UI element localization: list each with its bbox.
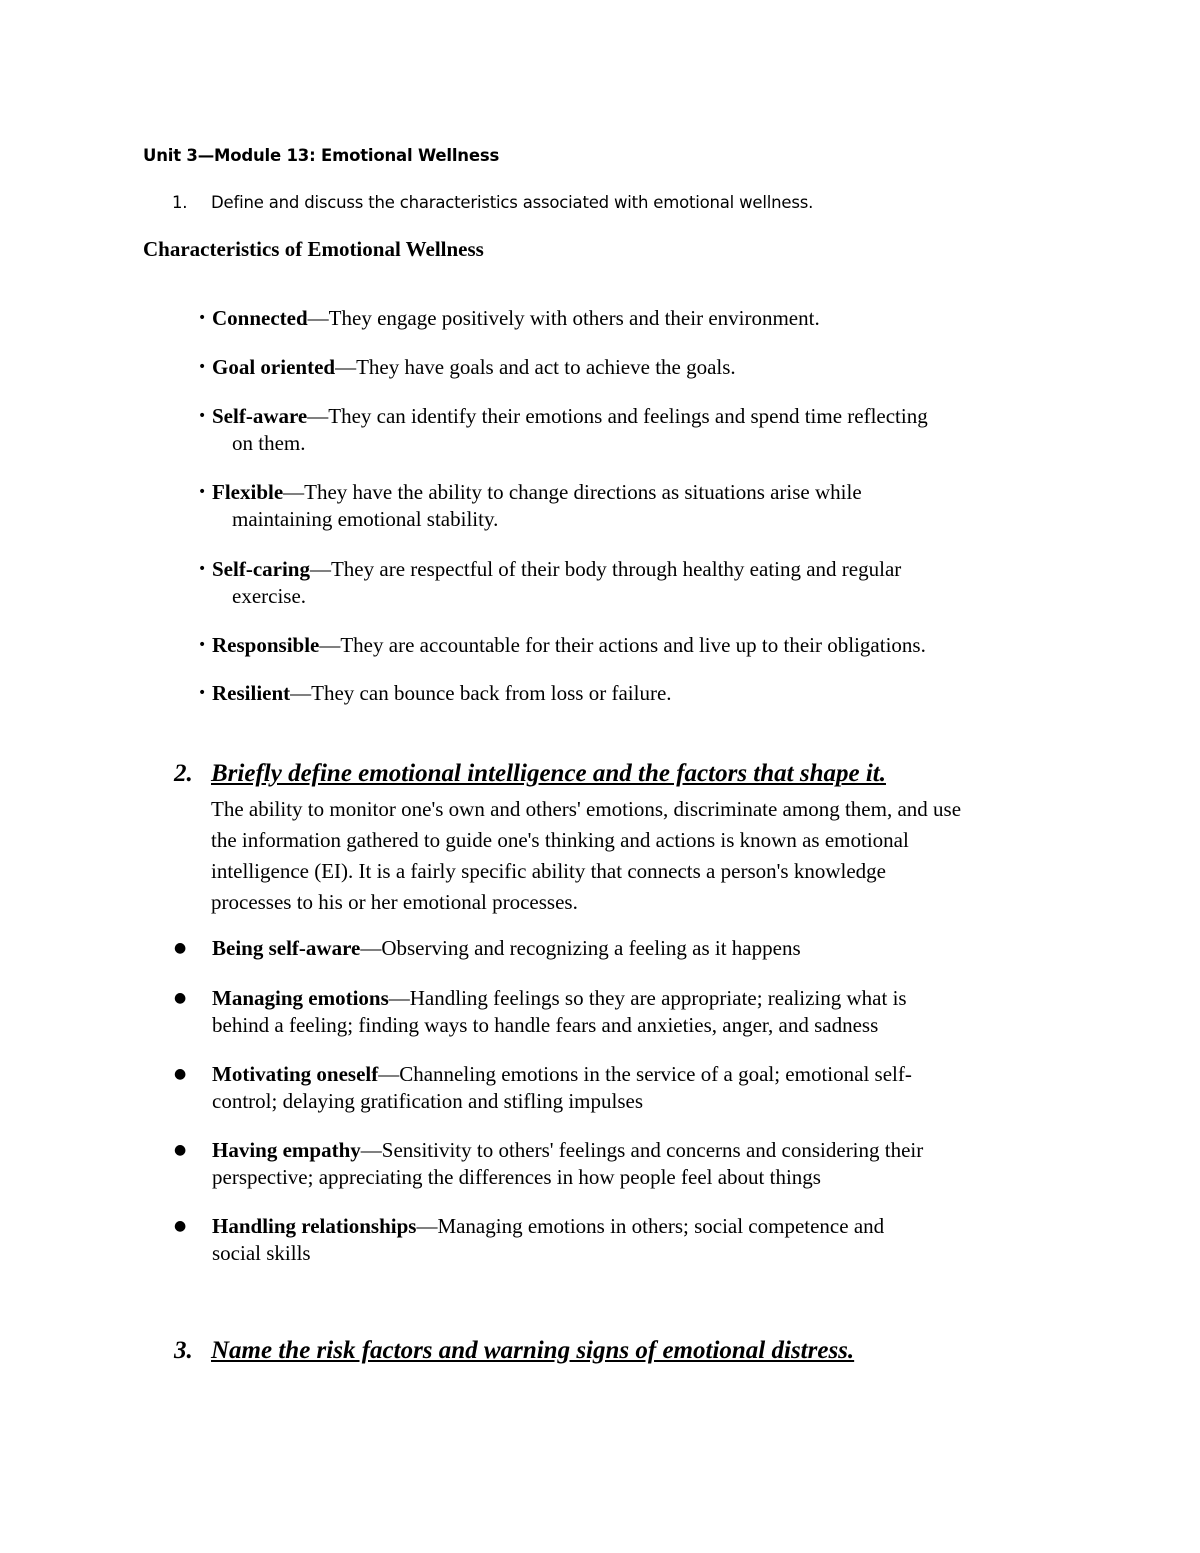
bullet-icon: ● <box>174 1066 187 1082</box>
item-description: —Managing emotions in others; social competence and <box>416 1214 885 1238</box>
item-term: Goal oriented <box>212 355 336 379</box>
bullet-icon: ● <box>174 1142 187 1158</box>
page-title: Unit 3—Module 13: Emotional Wellness <box>143 146 500 165</box>
item-description: —Sensitivity to others' feelings and concerns and considering their <box>360 1138 924 1162</box>
item-term: Managing emotions <box>212 986 389 1010</box>
question-3-heading <box>211 1337 854 1365</box>
paragraph-line: The ability to monitor one's own and others' emotions, discriminate among them, and use <box>211 797 962 821</box>
item-description: —Channeling emotions in the service of a goal; emotional self- <box>378 1062 912 1086</box>
paragraph-line: the information gathered to guide one's thinking and actions is known as emotional <box>211 828 909 852</box>
question-1-number: 1. <box>172 193 188 212</box>
item-term: Motivating oneself <box>212 1062 379 1086</box>
item-term: Having empathy <box>212 1138 361 1162</box>
bullet-icon: • <box>198 685 207 701</box>
paragraph-line: processes to his or her emotional processes. <box>211 890 578 914</box>
question-2-heading <box>211 760 886 788</box>
item-description: —Observing and recognizing a feeling as it happens <box>360 936 801 960</box>
bullet-icon: • <box>198 484 207 500</box>
question-3-text: Name the risk factors and warning signs of emotional distress. <box>211 1337 855 1364</box>
item-term: Responsible <box>212 633 320 657</box>
bullet-icon: ● <box>174 940 187 956</box>
item-term: Self-caring <box>212 557 310 581</box>
item-description-cont: on them. <box>232 431 306 455</box>
item-description-cont: perspective; appreciating the differences in how people feel about things <box>212 1165 821 1189</box>
item-term: Connected <box>212 306 308 330</box>
item-description: —Handling feelings so they are appropriate; realizing what is <box>388 986 907 1010</box>
question-3-number: 3. <box>174 1337 193 1364</box>
item-term: Flexible <box>212 480 284 504</box>
ei-definition <box>211 794 961 918</box>
item-description-cont: control; delaying gratification and stifling impulses <box>212 1089 643 1113</box>
item-term: Being self-aware <box>212 936 361 960</box>
item-description: —They can identify their emotions and feelings and spend time reflecting <box>307 404 928 428</box>
item-description: —They have goals and act to achieve the goals. <box>335 355 736 379</box>
paragraph-line: intelligence (EI). It is a fairly specific ability that connects a person's knowledge <box>211 859 886 883</box>
bullet-icon: • <box>198 408 207 424</box>
bullet-icon: ● <box>174 1218 187 1234</box>
item-description: —They engage positively with others and their environment. <box>307 306 820 330</box>
bullet-icon: • <box>198 310 207 326</box>
question-1-text: Define and discuss the characteristics associated with emotional wellness. <box>211 193 814 212</box>
item-description-cont: exercise. <box>232 584 307 608</box>
item-term: Handling relationships <box>212 1214 417 1238</box>
item-description-cont: social skills <box>212 1241 311 1265</box>
bullet-icon: • <box>198 359 207 375</box>
section-heading: Characteristics of Emotional Wellness <box>143 237 484 261</box>
item-description: —They are respectful of their body through healthy eating and regular <box>309 557 902 581</box>
bullet-icon: • <box>198 637 207 653</box>
question-2-text: Briefly define emotional intelligence and the factors that shape it. <box>211 760 886 787</box>
item-term: Self-aware <box>212 404 308 428</box>
item-description: —They can bounce back from loss or failure. <box>290 681 672 705</box>
item-term: Resilient <box>212 681 291 705</box>
item-description: —They are accountable for their actions and live up to their obligations. <box>319 633 926 657</box>
bullet-icon: • <box>198 561 207 577</box>
item-description-cont: maintaining emotional stability. <box>232 507 499 531</box>
bullet-icon: ● <box>174 990 187 1006</box>
item-description: —They have the ability to change directions as situations arise while <box>283 480 862 504</box>
question-2-number: 2. <box>174 760 193 787</box>
item-description-cont: behind a feeling; finding ways to handle fears and anxieties, anger, and sadness <box>212 1013 879 1037</box>
